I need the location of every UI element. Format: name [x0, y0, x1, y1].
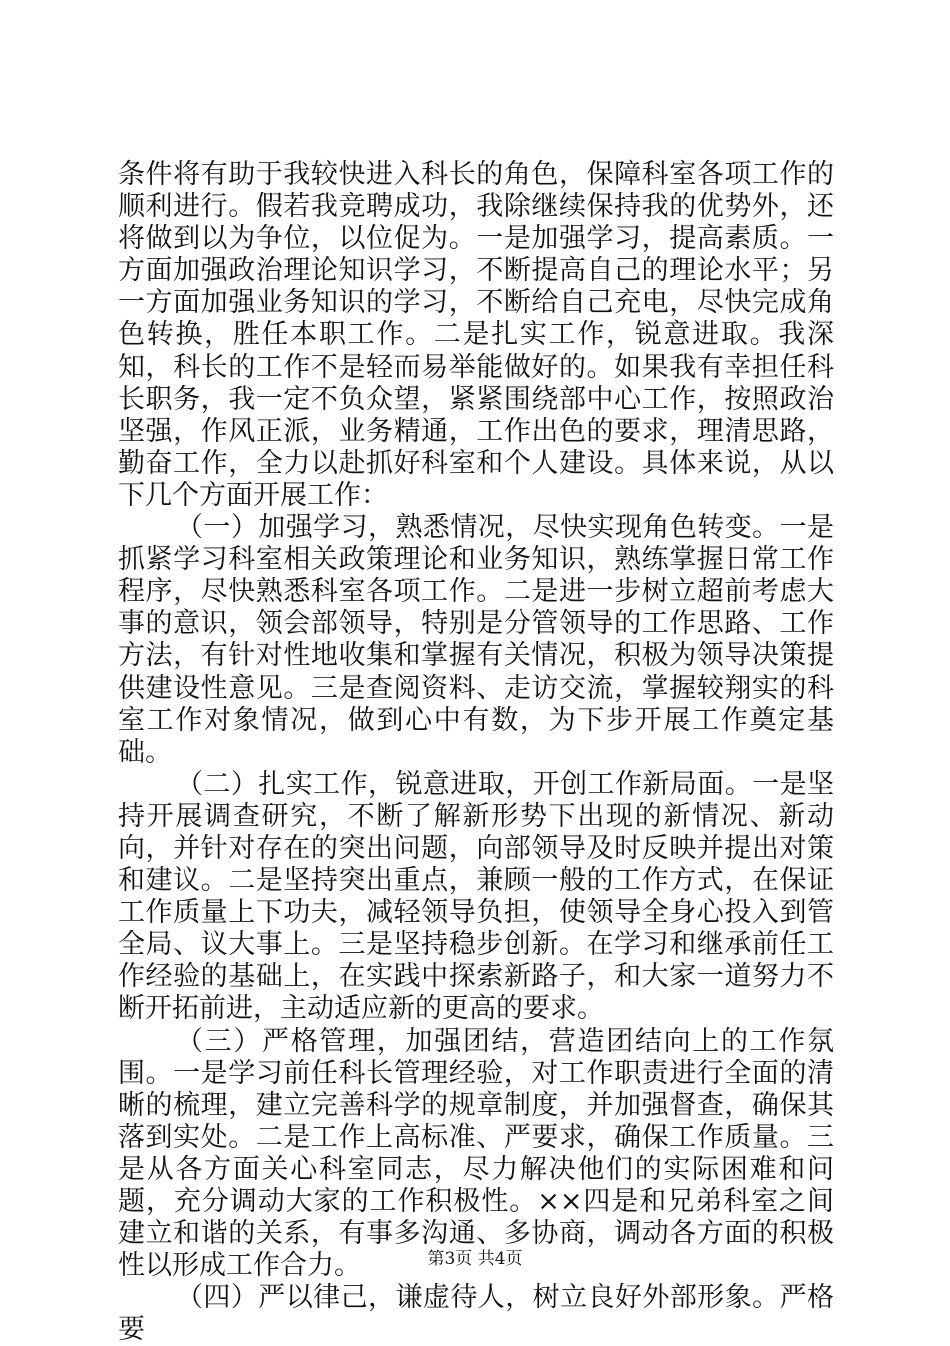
paragraph-section-2: （二）扎实工作，锐意进取，开创工作新局面。一是坚持开展调查研究，不断了解新形势下出现的新情况、新动向，并针对存在的突出问题，向部领导及时反映并提出对策和建议。二是坚持突出重点，兼顾一般的工作方式，在保证工作质量上下功夫，减轻领导负担，使领导全身心投入到管全局、议大事上。三是坚持稳步创新。在学习和继承前任工作经验的基础上，在实践中探索新路子，和大家一道努力不断开拓前进，主动适应新的更高的要求。 [118, 768, 834, 1025]
paragraph-section-4: （四）严以律己，谦虚待人，树立良好外部形象。严格要 [118, 1282, 834, 1346]
document-body [118, 159, 834, 1346]
paragraph-continuation: 条件将有助于我较快进入科长的角色，保障科室各项工作的顺利进行。假若我竞聘成功，我除继续保持我的优势外，还将做到以为争位，以位促为。一是加强学习，提高素质。一方面加强政治理论知识学习，不断提高自己的理论水平；另一方面加强业务知识的学习，不断给自己充电，尽快完成角色转换，胜任本职工作。二是扎实工作，锐意进取。我深知，科长的工作不是轻而易举能做好的。如果我有幸担任科长职务，我一定不负众望，紧紧围绕部中心工作，按照政治坚强，作风正派，业务精通，工作出色的要求，理清思路，勤奋工作，全力以赴抓好科室和个人建设。具体来说，从以下几个方面开展工作： [118, 159, 834, 511]
page-footer: 第3页 共4页 [427, 1249, 523, 1269]
paragraph-section-1: （一）加强学习，熟悉情况，尽快实现角色转变。一是抓紧学习科室相关政策理论和业务知识，熟练掌握日常工作程序，尽快熟悉科室各项工作。二是进一步树立超前考虑大事的意识，领会部领导，特别是分管领导的工作思路、工作方法，有针对性地收集和掌握有关情况，积极为领导决策提供建设性意见。三是查阅资料、走访交流，掌握较翔实的科室工作对象情况，做到心中有数，为下步开展工作奠定基础。 [118, 512, 834, 768]
paragraph-section-3: （三）严格管理，加强团结，营造团结向上的工作氛围。一是学习前任科长管理经验，对工作职责进行全面的清晰的梳理，建立完善科学的规章制度，并加强督查，确保其落到实处。二是工作上高标准、严要求，确保工作质量。三是从各方面关心科室同志，尽力解决他们的实际困难和问题，充分调动大家的工作积极性。××四是和兄弟科室之间建立和谐的关系，有事多沟通、多协商，调动各方面的积极性以形成工作合力。 [118, 1025, 834, 1282]
